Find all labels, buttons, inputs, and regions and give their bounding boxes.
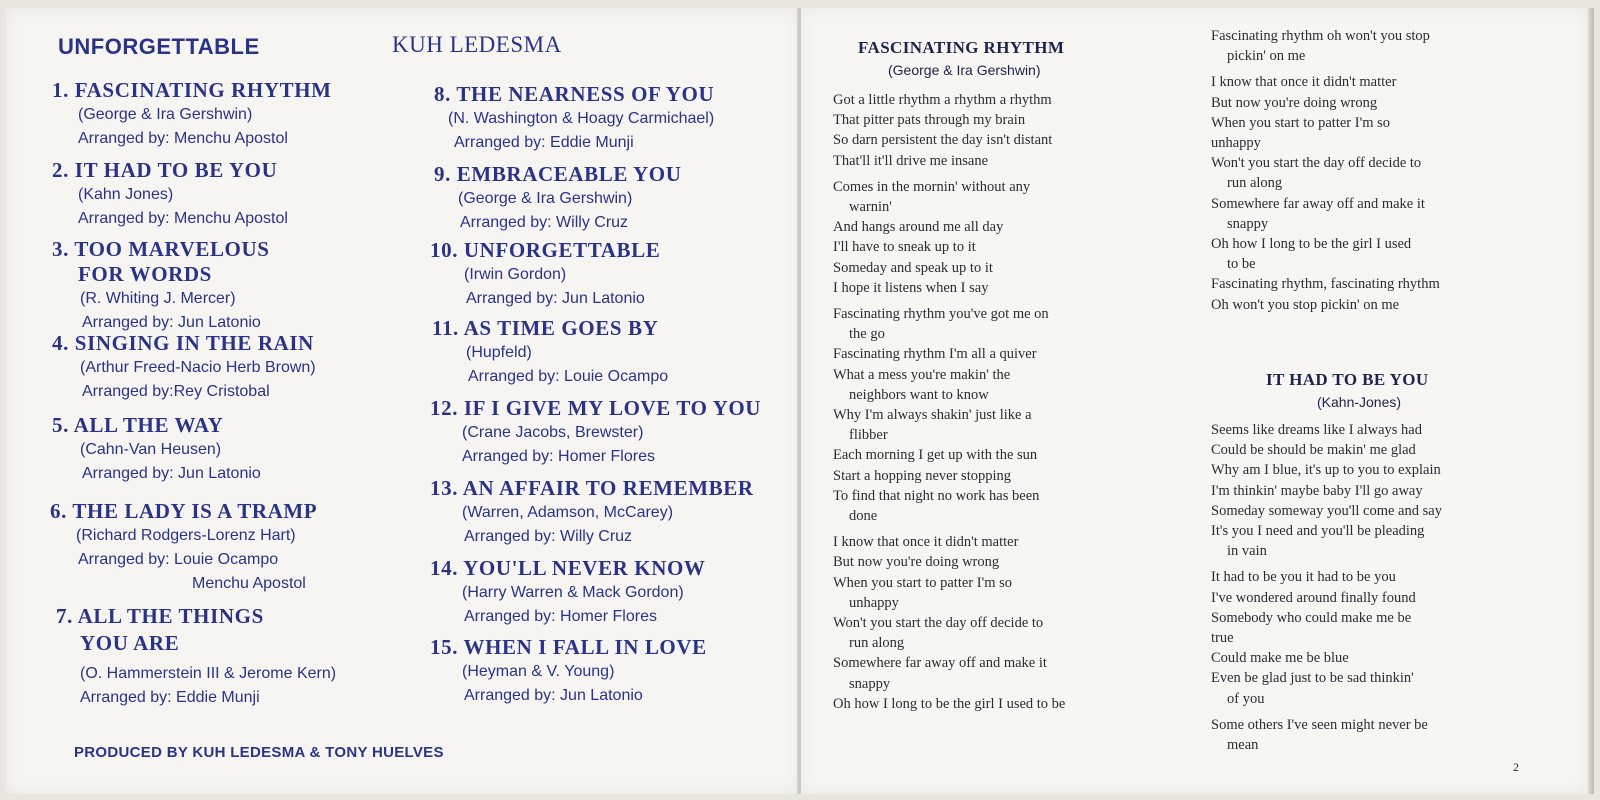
lyric-line: That pitter pats through my brain: [833, 112, 1026, 129]
lyric-line: Someday someway you'll come and say: [1211, 502, 1442, 519]
lyric-line: warnin': [849, 199, 892, 216]
track-composers: (Harry Warren & Mack Gordon): [462, 584, 684, 601]
track-title: 13. AN AFFAIR TO REMEMBER: [430, 476, 754, 500]
lyric-line: Some others I've seen might never be: [1211, 716, 1428, 733]
track-title: 5. ALL THE WAY: [52, 413, 224, 437]
song-credit: (George & Ira Gershwin): [888, 62, 1041, 78]
track-arranger: Arranged by: Jun Latonio: [466, 290, 645, 307]
track-composers: (R. Whiting J. Mercer): [80, 290, 236, 307]
lyric-line: When you start to patter I'm so: [1211, 114, 1390, 131]
track-title: 9. EMBRACEABLE YOU: [434, 162, 682, 186]
lyric-line: Somebody who could make me be: [1211, 609, 1412, 626]
track-title: 10. UNFORGETTABLE: [430, 238, 661, 262]
lyric-line: So darn persistent the day isn't distant: [833, 132, 1053, 149]
track-14: [430, 556, 706, 629]
track-arranger: Arranged by: Jun Latonio: [464, 687, 643, 704]
lyric-line: But now you're doing wrong: [833, 554, 1000, 571]
track-1: [52, 78, 332, 151]
track-arranger: Arranged by: Louie Ocampo: [468, 368, 669, 385]
tracklist-page: [6, 8, 799, 794]
lyric-line: of you: [1227, 690, 1265, 707]
lyric-line: Fascinating rhythm you've got me on: [833, 306, 1049, 323]
lyric-line: pickin' on me: [1227, 48, 1306, 65]
track-title: 7. ALL THE THINGS: [56, 604, 264, 628]
track-title: 14. YOU'LL NEVER KNOW: [430, 556, 706, 580]
lyric-line: true: [1211, 630, 1234, 647]
track-composers: (Kahn Jones): [78, 186, 174, 203]
track-composers: (N. Washington & Hoagy Carmichael): [448, 110, 715, 127]
track-arranger: Arranged by:Rey Cristobal: [82, 383, 270, 400]
track-title: 2. IT HAD TO BE YOU: [52, 158, 278, 182]
track-8: [434, 82, 714, 155]
lyric-line: snappy: [1227, 215, 1269, 232]
lyric-line: Oh how I long to be the girl I used to be: [833, 695, 1066, 712]
lyric-line: Won't you start the day off decide to: [833, 615, 1044, 632]
cd-booklet: [6, 8, 1594, 794]
track-5: [52, 413, 261, 486]
track-arranger: Arranged by: Jun Latonio: [82, 314, 261, 331]
lyric-line: I'll have to sneak up to it: [833, 239, 976, 256]
lyric-line: To find that night no work has been: [833, 487, 1040, 504]
lyric-line: Could be should be makin' me glad: [1211, 442, 1416, 459]
lyrics-column-3: [1211, 420, 1442, 755]
track-13: [430, 476, 754, 549]
lyric-line: Each morning I get up with the sun: [833, 447, 1038, 464]
track-composers: (O. Hammerstein III & Jerome Kern): [80, 665, 337, 682]
track-composers: (Arthur Freed-Nacio Herb Brown): [80, 359, 316, 376]
track-composers: (George & Ira Gershwin): [458, 190, 633, 207]
track-composers: (Crane Jacobs, Brewster): [462, 424, 644, 441]
lyric-line: Got a little rhythm a rhythm a rhythm: [833, 92, 1052, 108]
track-3: [52, 237, 270, 335]
lyric-line: in vain: [1227, 543, 1267, 560]
lyric-line: Won't you start the day off decide to: [1211, 155, 1422, 172]
track-arranger-line2: Menchu Apostol: [192, 575, 306, 592]
track-9: [434, 162, 681, 235]
lyric-line: Somewhere far away off and make it: [1211, 195, 1425, 212]
lyric-line: Seems like dreams like I always had: [1211, 422, 1422, 438]
lyric-line: Oh how I long to be the girl I used: [1211, 236, 1412, 253]
lyric-line: That'll it'll drive me insane: [833, 152, 989, 169]
lyric-line: done: [849, 508, 878, 525]
lyric-line: Somewhere far away off and make it: [833, 655, 1047, 672]
track-title: 11. AS TIME GOES BY: [432, 316, 659, 340]
track-2: [52, 158, 288, 231]
lyric-line: mean: [1227, 737, 1259, 754]
lyric-line: But now you're doing wrong: [1211, 94, 1378, 111]
track-title-line2: FOR WORDS: [78, 262, 212, 286]
lyric-line: unhappy: [1211, 135, 1261, 152]
lyrics-page: [801, 8, 1588, 794]
page-number: 2: [1513, 760, 1519, 774]
track-title: 3. TOO MARVELOUS: [52, 237, 270, 261]
lyric-line: And hangs around me all day: [833, 219, 1004, 236]
lyric-line: Why am I blue, it's up to you to explain: [1211, 462, 1441, 479]
lyric-line: run along: [1227, 175, 1283, 192]
album-title: UNFORGETTABLE: [58, 34, 260, 59]
track-6: [50, 499, 317, 596]
track-arranger: Arranged by: Jun Latonio: [82, 465, 261, 482]
track-title-line2: YOU ARE: [80, 631, 180, 655]
lyric-line: Fascinating rhythm, fascinating rhythm: [1211, 276, 1440, 293]
lyrics-column-2: [1211, 26, 1440, 315]
lyrics-column-1: [833, 90, 1065, 714]
track-composers: (George & Ira Gershwin): [78, 106, 253, 123]
track-title: 15. WHEN I FALL IN LOVE: [430, 635, 707, 659]
track-arranger: Arranged by: Willy Cruz: [460, 214, 629, 231]
song-title-fascinating-rhythm: FASCINATING RHYTHM: [858, 38, 1065, 57]
lyric-line: I've wondered around finally found: [1211, 589, 1416, 606]
track-composers: (Hupfeld): [466, 344, 532, 361]
track-composers: (Heyman & V. Young): [462, 663, 615, 680]
track-arranger: Arranged by: Homer Flores: [462, 448, 655, 465]
lyric-line: Why I'm always shakin' just like a: [833, 407, 1032, 424]
lyric-line: Start a hopping never stopping: [833, 467, 1012, 484]
track-title: 1. FASCINATING RHYTHM: [52, 78, 332, 102]
track-arranger: Arranged by: Eddie Munji: [454, 134, 634, 151]
lyric-line: Fascinating rhythm oh won't you stop: [1211, 28, 1430, 44]
track-11: [432, 316, 668, 389]
lyric-line: Could make me be blue: [1211, 650, 1349, 667]
lyric-line: unhappy: [849, 594, 899, 611]
track-15: [430, 635, 707, 708]
lyric-line: Someday and speak up to it: [833, 259, 993, 276]
lyric-line: Comes in the mornin' without any: [833, 178, 1031, 195]
track-title: 6. THE LADY IS A TRAMP: [50, 499, 318, 523]
lyric-line: run along: [849, 635, 905, 652]
lyric-line: It's you I need and you'll be pleading: [1211, 523, 1425, 540]
track-7: [56, 604, 336, 710]
lyric-line: I'm thinkin' maybe baby I'll go away: [1211, 482, 1423, 499]
track-arranger: Arranged by: Menchu Apostol: [78, 210, 288, 227]
lyric-line: flibber: [849, 427, 888, 444]
track-arranger: Arranged by: Louie Ocampo: [78, 551, 279, 568]
track-10: [430, 238, 660, 311]
lyric-line: It had to be you it had to be you: [1211, 569, 1396, 586]
lyric-line: I hope it listens when I say: [833, 279, 989, 296]
lyric-line: I know that once it didn't matter: [1211, 74, 1397, 91]
track-composers: (Cahn-Van Heusen): [80, 441, 222, 458]
lyric-line: I know that once it didn't matter: [833, 534, 1019, 551]
song-credit: (Kahn-Jones): [1317, 394, 1402, 410]
track-arranger: Arranged by: Willy Cruz: [464, 528, 633, 545]
lyric-line: What a mess you're makin' the: [833, 366, 1011, 383]
track-title: 12. IF I GIVE MY LOVE TO YOU: [430, 396, 762, 420]
lyric-line: Fascinating rhythm I'm all a quiver: [833, 346, 1037, 363]
lyric-line: the go: [849, 326, 885, 343]
producer-credit: PRODUCED BY KUH LEDESMA & TONY HUELVES: [74, 744, 444, 761]
track-4: [52, 331, 316, 404]
track-composers: (Richard Rodgers-Lorenz Hart): [76, 527, 296, 544]
track-arranger: Arranged by: Homer Flores: [464, 608, 657, 625]
artist-name: KUH LEDESMA: [392, 32, 562, 57]
lyric-line: When you start to patter I'm so: [833, 574, 1012, 591]
lyric-line: Even be glad just to be sad thinkin': [1211, 670, 1414, 687]
track-title: 4. SINGING IN THE RAIN: [52, 331, 314, 355]
track-composers: (Irwin Gordon): [464, 266, 567, 283]
track-composers: (Warren, Adamson, McCarey): [462, 504, 674, 521]
lyric-line: to be: [1227, 256, 1256, 273]
page-edge: [1588, 8, 1594, 794]
track-arranger: Arranged by: Menchu Apostol: [78, 130, 288, 147]
lyric-line: Oh won't you stop pickin' on me: [1211, 296, 1400, 313]
lyric-line: snappy: [849, 675, 891, 692]
track-arranger: Arranged by: Eddie Munji: [80, 689, 260, 706]
lyric-line: neighbors want to know: [849, 386, 989, 403]
song-title-it-had-to-be-you: IT HAD TO BE YOU: [1266, 370, 1429, 389]
track-12: [430, 396, 761, 469]
track-title: 8. THE NEARNESS OF YOU: [434, 82, 715, 106]
